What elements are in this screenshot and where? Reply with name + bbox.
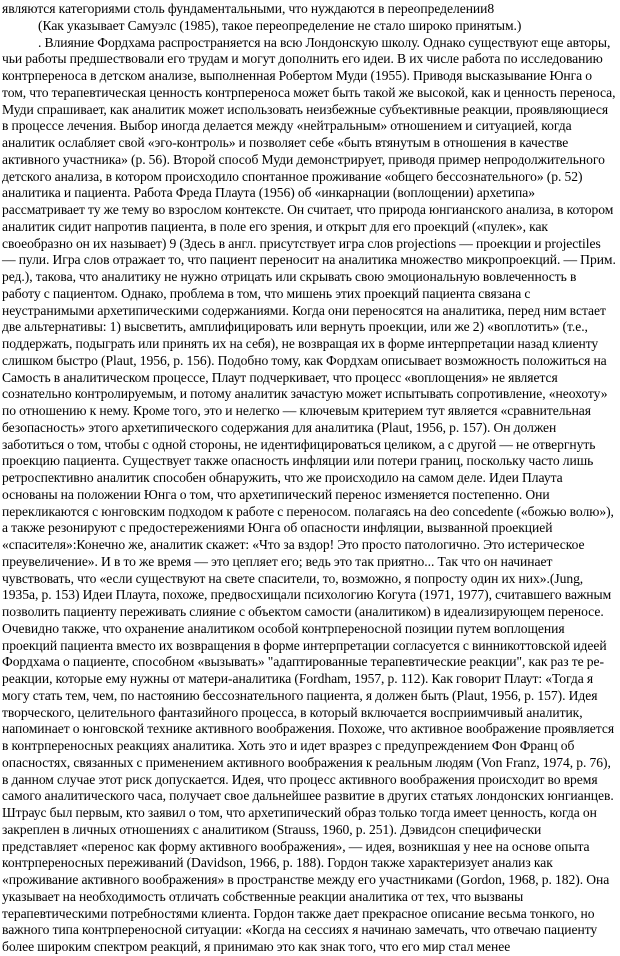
- paragraph-main: . Влияние Фордхама распространяется на всю Лондонскую школу. Однако существуют еще авторы, чьи работы предшествовали его трудам и могут дополнить его идеи. В их числе работа по исследованию контрпереноса в детском анализе, выполненная Робертом Муди (1955). Приводя высказывание Юнга о том, что терапевтическая ценность контрпереноса может быть такой же высокой, как и ценность переноса, Муди спрашивает, как аналитик может использовать неизбежные субъективные реакции, проявляющиеся в процессе лечения. Выбор иногда делается между «нейтральным» отношением и ситуацией, когда аналитик ослабляет свой «эго-контроль» и позволяет себе «быть втянутым в отношения в качестве активного участника» (p. 56). Второй способ Муди демонстрирует, приводя пример непродолжительного детского анализа, в котором происходило спонтанное проживание «общего бессознательного» (p. 52) аналитика и пациента. Работа Фреда Плаута (1956) об «инкарнации (воплощении) архетипа» рассматривает ту же тему во взрослом контексте. Он считает, что природа юнгианского анализа, в котором аналитик сидит напротив пациента, в поле его зрения, и открыт для его проекций («пулек», как своеобразно он их называет) 9 (Здесь в англ. присутствует игра слов projections — проекции и projectiles — пули. Игра слов отражает то, что пациент переносит на аналитика множество микропроекций. — Прим. ред.), такова, что аналитику не нужно отрицать или скрывать свою эмоциональную вовлеченность в работу с пациентом. Однако, проблема в том, что мишень этих проекций пациента связана с неустранимыми архетипическими содержаниями. Когда они переносятся на аналитика, перед ним встает две альтернативы: 1) высветить, амплифицировать или вернуть проекции, или же 2) «воплотить» (т.е., поддержать, подыграть или принять их на себя), не возвращая их в форме интерпретации назад клиенту слишком быстро (Plaut, 1956, p. 156). Подобно тому, как Фордхам описывает возможность положиться на Самость в аналитическом процессе, Плаут подчеркивает, что процесс «воплощения» не является сознательно контролируемым, и потому аналитик зачастую может испытывать сопротивление, «неохоту» по отношению к нему. Кроме того, это и нелегко — ключевым критерием тут является «сравнительная безопасность» этого архетипического содержания для аналитика (Plaut, 1956, p. 157). Он должен заботиться о том, чтобы с одной стороны, не идентифицироваться целиком, а с другой — не отвергнуть проекцию пациента. Существует также опасность инфляции или потери границ, поскольку часто лишь ретроспективно аналитик способен обнаружить, что же происходило на самом деле. Идеи Плаута основаны на положении Юнга о том, что архетипический перенос изменяется постепенно. Они перекликаются с юнговским подходом к работе с переносом. полагаясь на deo concedente («божью волю»), а также резонируют с предостережениями Юнга об опасности инфляции, вызванной проекцией «спасителя»:Конечно же, аналитик скажет: «Что за вздор! Это просто патологично. Это истерическое преувеличение». И в то же время — это цепляет его; ведь это так приятно... Так что он начинает чувствовать, что «если существуют на свете спасители, то, возможно, я попросту один их них».(Jung, 1935a, p. 153) Идеи Плаута, похоже, предвосхищали психологию Когута (1971, 1977), считавшего важным позволить пациенту переживать слияние с объектом самости (аналитиком) в идеализирующем переносе. Очевидно также, что охранение аналитиком особой контрпереносной позиции путем воплощения проекций пациента вместо их возвращения в форме интерпретации согласуется с винникоттовской идеей Фордхама о пациенте, способном «вызывать» "адаптированные терапевтические реакции", как раз те ре-реакции, которые ему нужны от матери-аналитика (Fordham, 1957, p. 112). Как говорит Плаут: «Тогда я могу стать тем, чем, по настоянию бессознательного пациента, я должен быть (Plaut, 1956, p. 157). Идея творческого, целительного фантазийного процесса, в который включается восприимчивый аналитик, напоминает о юнговской технике активного воображения. Похоже, что активное воображение проявляется в контрпереносных реакциях аналитика. Хоть это и идет вразрез с предупреждением Фон Франц об опасностях, связанных с применением активного воображения к реальным людям (Von Franz, 1974, p. 76), в данном случае этот риск допускается. Идея, что процесс активного воображения происходит во время самого аналитического часа, получает свое дальнейшее развитие в других статьях лондонских юнгианцев. Штраус был первым, кто заявил о том, что архетипический образ только тогда имеет ценность, когда он закреплен в личных отношениях с аналитиком (Strauss, 1960, p. 251). Дэвидсон специфически представляет «перенос как форму активного воображения», — идея, возникшая у нее на основе опыта контрпереносных переживаний (Davidson, 1966, p. 188). Гордон также характеризует анализ как «проживание активного воображения» в пространстве между его участниками (Gordon, 1968, p. 182). Она указывает на необходимость отличать собственные реакции аналитика от тех, что вызваны терапевтическими потребностями клиента. Гордон также дает прекрасное описание весьма тонкого, но важного типа контрпереносной ситуации: «Когда на сессиях я начинаю замечать, что отвечаю пациенту более широким спектром реакций, я принимаю это как знак того, что его мир стал менее: [2, 34, 616, 954]
- document-page: [2, 1, 616, 956]
- paragraph-continuation: являются категориями столь фундаментальными, что нуждаются в переопределении8: [2, 1, 495, 16]
- paragraph-footnote: (Как указывает Самуэлс (1985), такое переопределение не стало широко принятым.): [38, 17, 522, 33]
